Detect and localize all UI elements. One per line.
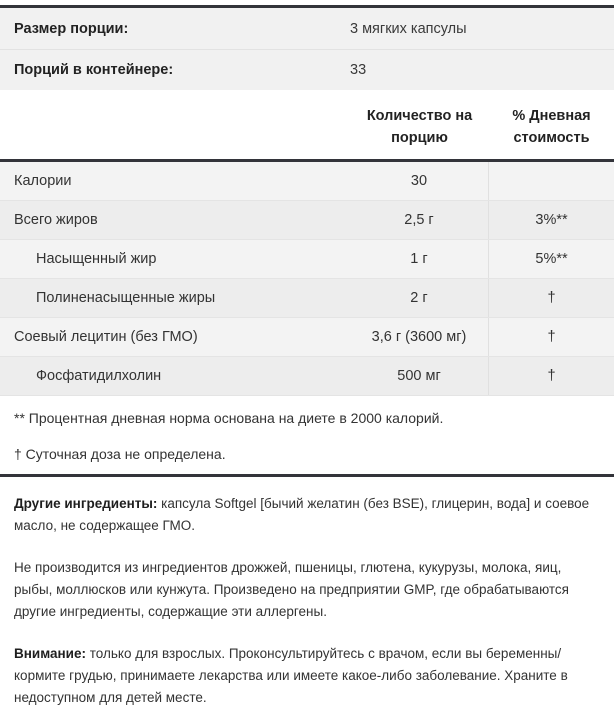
supplement-facts-panel	[0, 5, 614, 709]
table-row	[0, 357, 614, 396]
servings-per-container-value: 33	[350, 62, 367, 78]
servings-per-container-label: Порций в контейнере:	[14, 62, 174, 78]
nutrient-daily-value: 5%**	[535, 251, 568, 267]
serving-size-label: Размер порции:	[14, 20, 129, 37]
nutrient-table-header	[0, 90, 614, 159]
header-daily-value: % Дневная стоимость	[512, 108, 591, 146]
header-amount-per-serving: Количество на порцию	[366, 108, 473, 146]
notes-block	[0, 477, 614, 709]
other-ingredients-paragraph	[14, 493, 600, 537]
footnote-daily-value-undetermined: † Суточная доза не определена.	[14, 446, 226, 462]
nutrient-amount: 30	[350, 162, 489, 200]
serving-info-block	[0, 8, 614, 90]
table-row	[0, 240, 614, 279]
nutrient-name: Соевый лецитин (без ГМО)	[14, 329, 198, 345]
nutrient-name: Всего жиров	[14, 212, 98, 228]
nutrient-name: Насыщенный жир	[36, 251, 157, 267]
nutrient-name: Калории	[14, 173, 72, 189]
nutrient-daily-value: 3%**	[535, 212, 568, 228]
table-row	[0, 279, 614, 318]
nutrient-daily-value	[489, 162, 614, 200]
nutrient-name: Полиненасыщенные жиры	[36, 290, 216, 306]
nutrient-amount: 1 г	[350, 240, 489, 278]
nutrient-amount: 2 г	[350, 279, 489, 317]
warning-label: Внимание:	[14, 646, 86, 661]
other-ingredients-text: капсула Softgel [бычий желатин (без BSE), глицерин, вода] и соевое масло, не содержащее ГМО.	[14, 496, 590, 533]
servings-per-container-row	[0, 49, 614, 90]
nutrient-amount: 2,5 г	[350, 201, 489, 239]
serving-size-value: 3 мягких капсулы	[350, 20, 467, 37]
footnotes-block	[0, 396, 614, 474]
table-row	[0, 162, 614, 201]
footnote-daily-value-basis: ** Процентная дневная норма основана на диете в 2000 калорий.	[14, 410, 444, 426]
nutrient-daily-value: †	[547, 290, 556, 306]
warning-paragraph	[14, 643, 600, 709]
other-ingredients-label: Другие ингредиенты:	[14, 496, 158, 511]
nutrient-amount: 3,6 г (3600 мг)	[350, 318, 489, 356]
serving-size-row	[0, 8, 614, 49]
table-row	[0, 318, 614, 357]
nutrient-amount: 500 мг	[350, 357, 489, 395]
header-name-spacer	[0, 105, 350, 149]
nutrient-table-body	[0, 159, 614, 396]
nutrient-daily-value: †	[547, 329, 556, 345]
allergen-paragraph: Не производится из ингредиентов дрожжей, пшеницы, глютена, кукурузы, молока, яиц, рыбы, моллюсков или кунжута. Произведено на предприятии GMP, где обрабатываются другие ингредиенты, содержащие эти аллергены.	[14, 560, 569, 619]
warning-text: только для взрослых. Проконсультируйтесь с врачом, если вы беременны/кормите грудью, принимаете лекарства или имеете какое-либо заболевание. Храните в недоступном для детей месте.	[14, 646, 568, 705]
nutrient-name: Фосфатидилхолин	[36, 368, 162, 384]
nutrient-daily-value: †	[547, 368, 556, 384]
table-row	[0, 201, 614, 240]
